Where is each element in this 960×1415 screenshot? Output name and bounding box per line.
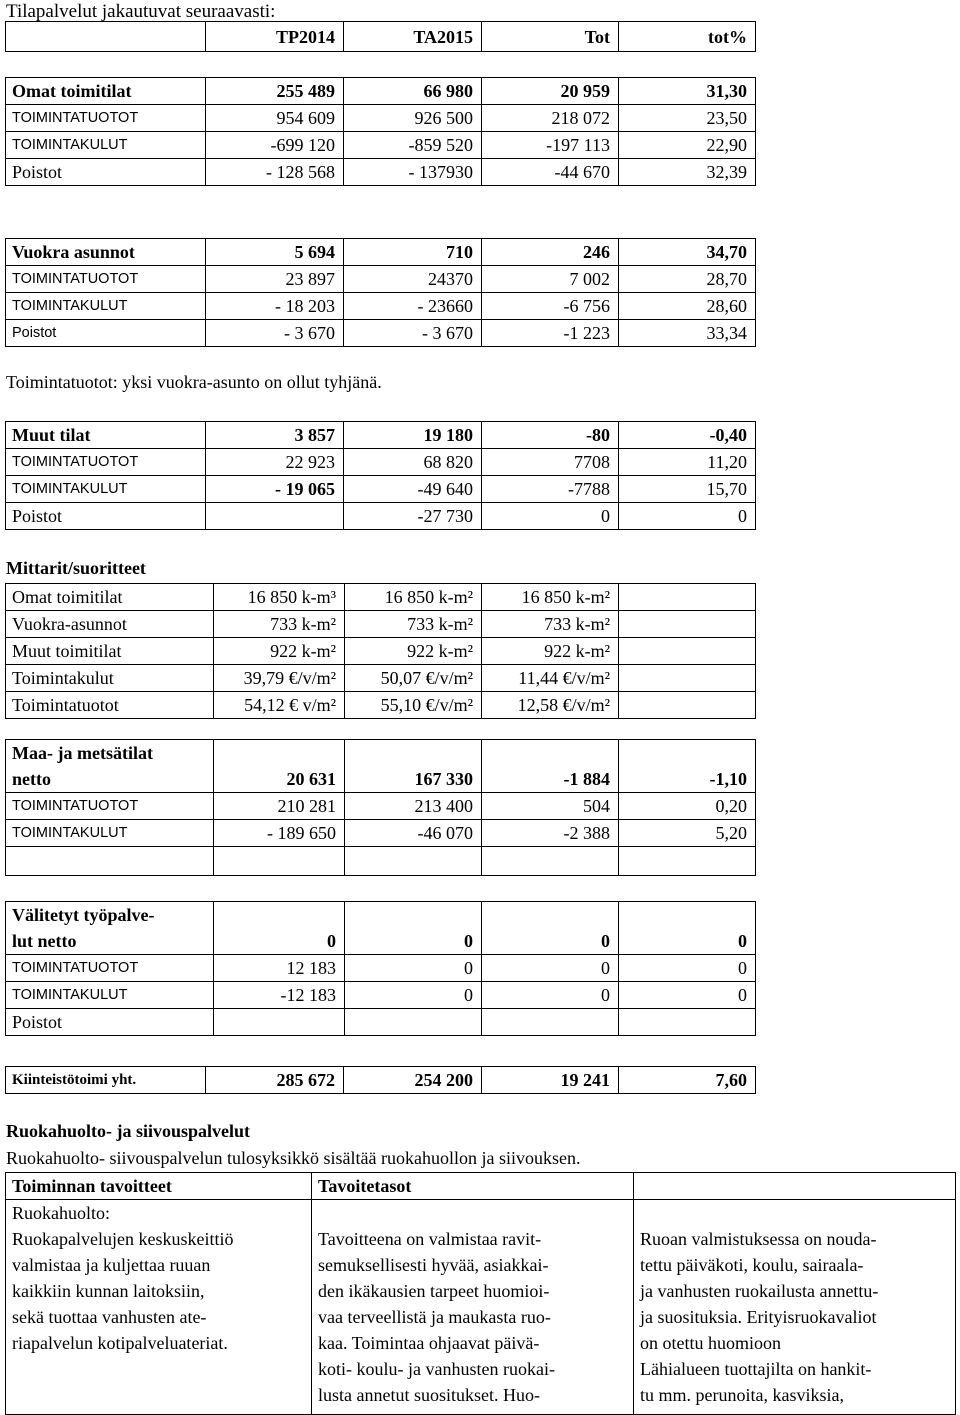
empty-cell [619,584,756,611]
value-cell: 733 k-m² [345,611,482,638]
empty-cell [619,847,756,876]
row-label: Poistot [6,159,206,186]
goals-col2-cell [312,1200,634,1415]
valitetyt-tyopalvelut-table [5,901,756,1036]
value-cell: 733 k-m² [214,611,345,638]
value-cell: 218 072 [482,105,619,132]
total-label: Kiinteistötoimi yht. [6,1067,206,1094]
value-cell: 0 [482,982,619,1009]
table-row [6,503,756,530]
row-label: Vuokra-asunnot [6,611,214,638]
value-cell: 7708 [482,449,619,476]
table-row [6,132,756,159]
ruokahuolto-goals-table [5,1172,956,1415]
value-cell: 255 489 [206,78,344,105]
row-label: TOIMINTAKULUT [6,476,206,503]
table-row [6,320,756,347]
value-cell: - 128 568 [206,159,344,186]
row-label-line1: Maa- ja metsätilat [12,743,153,763]
value-cell: 504 [482,793,619,820]
table-row [6,982,756,1009]
value-cell: - 189 650 [214,820,345,847]
value-cell: 922 k-m² [214,638,345,665]
value-cell: - 3 670 [344,320,482,347]
row-label: Omat toimitilat [6,584,214,611]
row-label [6,902,214,955]
value-cell: 34,70 [619,239,756,266]
row-label: Poistot [6,1009,214,1036]
total-value: 19 241 [482,1067,619,1094]
col-ta2015: TA2015 [344,22,482,52]
value-cell: 0 [214,902,345,955]
row-label: Omat toimitilat [6,78,206,105]
goals-col3-cell [634,1200,956,1415]
value-cell [214,1009,345,1036]
value-cell: 954 609 [206,105,344,132]
value-cell: 0 [619,982,756,1009]
header-empty-cell [6,22,206,52]
value-cell: - 18 203 [206,293,344,320]
table-row [6,78,756,105]
value-cell: 24370 [344,266,482,293]
muut-tilat-table [5,421,756,530]
table-row [6,1009,756,1036]
value-cell: 31,30 [619,78,756,105]
header-row [6,22,756,52]
value-cell: - 23660 [344,293,482,320]
intro-text: Tilapalvelut jakautuvat seuraavasti: [6,1,276,22]
value-cell: -44 670 [482,159,619,186]
value-cell: 7 002 [482,266,619,293]
table-row [6,422,756,449]
goals-col3-text: Ruoan valmistuksessa on nouda- tettu päiväkoti, koulu, sairaala- ja vanhusten ruokailusta annettu- ja suosituksia. Erityisruokavaliot on otettu huomioon Lähialueen tuottajilta on hankit- tu mm. perunoita, kasviksia, [640,1229,879,1405]
col-tot-percent: tot% [619,22,756,52]
empty-cell [345,847,482,876]
goals-col2-text: Tavoitteena on valmistaa ravit- semuksellisesti hyvää, asiakkai- den ikäkausien tarpeet huomioi- vaa terveellistä ja maukasta ruo- kaa. Toimintaa ohjaavat päivä- koti- koulu- ja vanhusten ruokai- lusta annetut suositukset. Huo- [318,1229,555,1405]
row-label-line2: lut netto [12,931,77,951]
row-label: Poistot [6,503,206,530]
goals-col1-cell [6,1200,312,1415]
value-cell: 922 k-m² [482,638,619,665]
value-cell: 50,07 €/v/m² [345,665,482,692]
value-cell: 0 [482,902,619,955]
value-cell: 19 180 [344,422,482,449]
value-cell: 213 400 [345,793,482,820]
value-cell: -80 [482,422,619,449]
table-row [6,847,756,876]
empty-cell [619,692,756,719]
value-cell: -12 183 [214,982,345,1009]
value-cell: 16 850 k-m² [482,584,619,611]
value-cell: 16 850 k-m³ [214,584,345,611]
value-cell: -27 730 [344,503,482,530]
mittarit-heading: Mittarit/suoritteet [6,558,146,578]
value-cell: 0 [619,503,756,530]
table-row [6,159,756,186]
value-cell: 33,34 [619,320,756,347]
row-label: TOIMINTATUOTOT [6,793,214,820]
value-cell: -6 756 [482,293,619,320]
table-row [6,665,756,692]
value-cell: -859 520 [344,132,482,159]
value-cell: 0 [482,503,619,530]
empty-cell [6,847,214,876]
table-row [6,293,756,320]
value-cell: 54,12 € v/m² [214,692,345,719]
omat-toimitilat-table [5,77,756,186]
value-cell: 11,44 €/v/m² [482,665,619,692]
value-cell: - 3 670 [206,320,344,347]
row-label: TOIMINTATUOTOT [6,955,214,982]
value-cell: 16 850 k-m² [345,584,482,611]
value-cell: -2 388 [482,820,619,847]
value-cell: -46 070 [345,820,482,847]
goals-col1-heading: Toiminnan tavoitteet [6,1173,312,1200]
value-cell: 0 [619,955,756,982]
value-cell: 246 [482,239,619,266]
value-cell: 12 183 [214,955,345,982]
row-label: TOIMINTATUOTOT [6,105,206,132]
row-label: Muut toimitilat [6,638,214,665]
table-row [6,692,756,719]
value-cell: 22,90 [619,132,756,159]
table-row [6,105,756,132]
value-cell: 926 500 [344,105,482,132]
kiinteistotoimi-total-table [5,1066,756,1094]
row-label: TOIMINTAKULUT [6,293,206,320]
value-cell: -7788 [482,476,619,503]
value-cell: 5 694 [206,239,344,266]
empty-cell [619,665,756,692]
value-cell: -1 884 [482,740,619,793]
value-cell: 0 [345,955,482,982]
col-tp2014: TP2014 [206,22,344,52]
goals-col3-heading [634,1173,956,1200]
value-cell: 39,79 €/v/m² [214,665,345,692]
value-cell: 28,70 [619,266,756,293]
value-cell: 20 959 [482,78,619,105]
value-cell: -1,10 [619,740,756,793]
table-row [6,611,756,638]
goals-content-row [6,1200,956,1415]
value-cell: 0 [345,982,482,1009]
total-value: 7,60 [619,1067,756,1094]
value-cell: - 19 065 [206,476,344,503]
maa-metsatilat-table [5,739,756,876]
empty-cell [482,847,619,876]
row-label: Vuokra asunnot [6,239,206,266]
row-label: TOIMINTAKULUT [6,982,214,1009]
value-cell: 5,20 [619,820,756,847]
empty-cell [619,611,756,638]
value-cell: 710 [344,239,482,266]
value-cell [206,503,344,530]
empty-cell [214,847,345,876]
col-tot: Tot [482,22,619,52]
table-row [6,740,756,793]
vuokra-asunnot-table [5,238,756,347]
row-label-line1: Välitetyt työpalve- [12,905,155,925]
value-cell: 0 [482,955,619,982]
value-cell [482,1009,619,1036]
value-cell: 22 923 [206,449,344,476]
total-row [6,1067,756,1094]
goals-col1-text: Ruokapalvelujen keskuskeittiö valmistaa ja kuljettaa ruuan kaikkiin kunnan laitoksiin, sekä tuottaa vanhusten ate- riapalvelun kotipalveluateriat. [12,1229,234,1353]
table-row [6,449,756,476]
value-cell: 23 897 [206,266,344,293]
value-cell: 167 330 [345,740,482,793]
value-cell: 0 [345,902,482,955]
value-cell [345,1009,482,1036]
value-cell: 55,10 €/v/m² [345,692,482,719]
value-cell: 922 k-m² [345,638,482,665]
row-label: Toimintatuotot [6,692,214,719]
header-table [5,21,756,52]
row-label: TOIMINTATUOTOT [6,266,206,293]
value-cell: -197 113 [482,132,619,159]
table-row [6,820,756,847]
value-cell: 28,60 [619,293,756,320]
table-row [6,955,756,982]
value-cell: - 137930 [344,159,482,186]
table-row [6,638,756,665]
value-cell [619,1009,756,1036]
value-cell: 32,39 [619,159,756,186]
value-cell: -49 640 [344,476,482,503]
table-row [6,584,756,611]
value-cell: 11,20 [619,449,756,476]
value-cell: -1 223 [482,320,619,347]
value-cell: 0,20 [619,793,756,820]
value-cell: 68 820 [344,449,482,476]
value-cell: 0 [619,902,756,955]
row-label: Toimintakulut [6,665,214,692]
value-cell: 66 980 [344,78,482,105]
row-label: TOIMINTAKULUT [6,132,206,159]
value-cell: -0,40 [619,422,756,449]
value-cell: 20 631 [214,740,345,793]
value-cell: 23,50 [619,105,756,132]
goals-col1-subheading: Ruokahuolto: [12,1203,110,1223]
goals-header-row [6,1173,956,1200]
total-value: 254 200 [344,1067,482,1094]
mittarit-table [5,583,756,719]
row-label [6,740,214,793]
value-cell: 210 281 [214,793,345,820]
value-cell: 733 k-m² [482,611,619,638]
row-label-line2: netto [12,769,51,789]
goals-col2-heading: Tavoitetasot [312,1173,634,1200]
total-value: 285 672 [206,1067,344,1094]
value-cell: 15,70 [619,476,756,503]
row-label: Muut tilat [6,422,206,449]
row-label: TOIMINTAKULUT [6,820,214,847]
table-row [6,239,756,266]
ruokahuolto-heading: Ruokahuolto- ja siivouspalvelut [6,1121,251,1141]
table-row [6,793,756,820]
vuokra-note: Toimintatuotot: yksi vuokra-asunto on ollut tyhjänä. [6,372,382,392]
ruokahuolto-intro: Ruokahuolto- siivouspalvelun tulosyksikkö sisältää ruokahuollon ja siivouksen. [6,1148,581,1168]
row-label: TOIMINTATUOTOT [6,449,206,476]
row-label: Poistot [6,320,206,347]
value-cell: 3 857 [206,422,344,449]
value-cell: 12,58 €/v/m² [482,692,619,719]
table-row [6,476,756,503]
value-cell: -699 120 [206,132,344,159]
table-row [6,266,756,293]
table-row [6,902,756,955]
empty-cell [619,638,756,665]
